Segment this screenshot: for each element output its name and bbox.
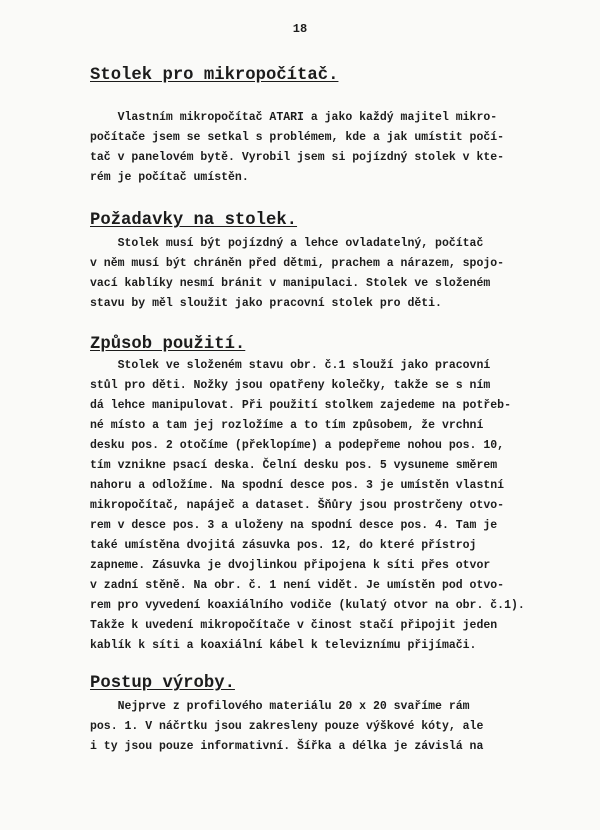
section-text-zpusob-pouziti: Stolek ve složeném stavu obr. č.1 slouží jako pracovní stůl pro děti. Nožky jsou opatřeny kolečky, takže se s ním dá lehce manipulovat. Při použití stolkem zajedeme na potřeb- né místo a tam jej rozložíme a to tím způsobem, že vrchní desku pos. 2 otočíme (překlopíme) a podepřeme nohou pos. 10, tím vznikne psací deska. Čelní desku pos. 5 vysuneme směrem nahoru a odložíme. Na spodní desce pos. 3 je umístěn vlastní mikropočítač, napáječ a dataset. Šňůry jsou prostrčeny otvo- rem v desce pos. 3 a uloženy na spodní desce pos. 4. Tam je také umístěna dvojitá zásuvka pos. 12, do které přístroj zapneme. Zásuvka je dvojlinkou připojena k síti přes otvor v zadní stěně. Na obr. č. 1 není vidět. Je umístěn pod otvo- rem pro vyvedení koaxiálního vodiče (kulatý otvor na obr. č.1). Takže k uvedení mikropočítače v činost stačí připojit jeden kablík k síti a koaxiální kábel k televiznímu přijímači.	[90, 359, 525, 652]
section-heading-stolek: Stolek pro mikropočítač.	[90, 66, 339, 85]
page-content	[90, 66, 530, 757]
section-heading-postup-vyroby: Postup výroby.	[90, 674, 235, 693]
section-text-postup-vyroby: Nejprve z profilového materiálu 20 x 20 svaříme rám pos. 1. V náčrtku jsou zakresleny pouze výškové kóty, ale i ty jsou pouze informativní. Šířka a délka je závislá na	[90, 700, 484, 753]
section-text-stolek: Vlastním mikropočítač ATARI a jako každý majitel mikro- počítače jsem se setkal s problémem, kde a jak umístit počí- tač v panelovém bytě. Vyrobil jsem si pojízdný stolek v kte- rém je počítač umístěn.	[90, 111, 505, 184]
section-text-pozadavky: Stolek musí být pojízdný a lehce ovladatelný, počítač v něm musí být chráněn před dětmi, prachem a nárazem, spojo- vací kablíky nesmí bránit v manipulaci. Stolek ve složeném stavu by měl sloužit jako pracovní stolek pro děti.	[90, 237, 505, 310]
page-number: 18	[292, 22, 308, 36]
section-heading-pozadavky: Požadavky na stolek.	[90, 211, 298, 230]
section-heading-zpusob-pouziti: Způsob použití.	[90, 335, 246, 354]
